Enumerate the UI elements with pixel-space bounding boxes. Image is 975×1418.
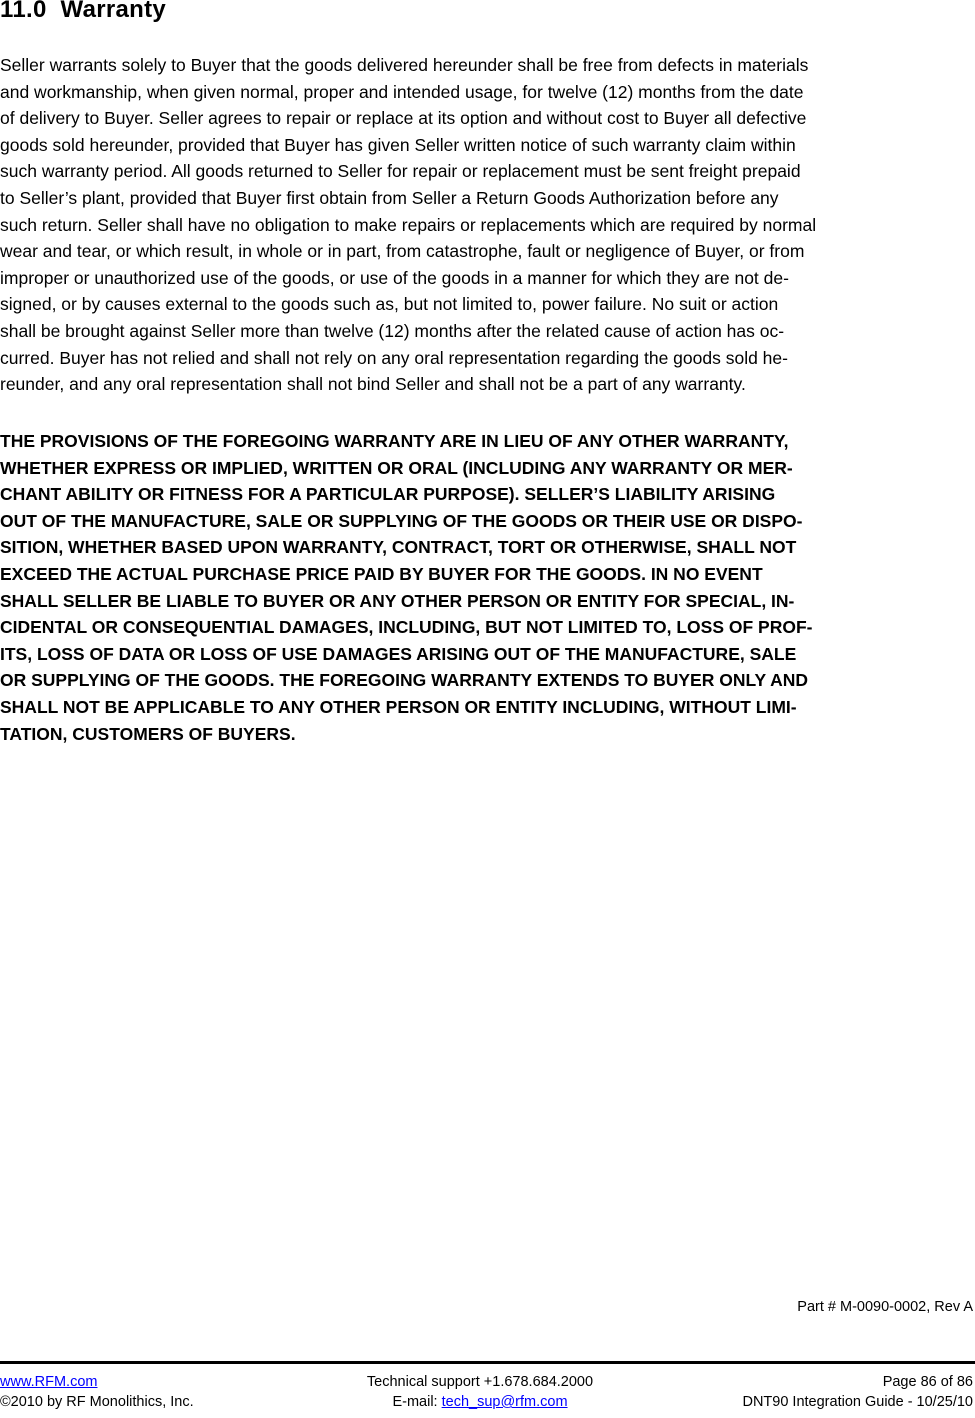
website-link[interactable]: www.RFM.com [0,1374,98,1390]
warranty-paragraph [0,52,975,398]
footer-divider [0,1361,975,1364]
email-line [330,1392,630,1412]
section-title: 11.0 Warranty [0,0,167,23]
disclaimer-line: WHETHER EXPRESS OR IMPLIED, WRITTEN OR ORAL (INCLUDING ANY WARRANTY OR MER- [0,457,793,478]
footer-right [742,1372,973,1412]
paragraph-line: wear and tear, or which result, in whole or in part, from catastrophe, fault or negligence of Buyer, or from [0,241,805,262]
paragraph-line: to Seller’s plant, provided that Buyer first obtain from Seller a Return Goods Authorization before any [0,187,779,208]
email-link[interactable]: tech_sup@rfm.com [441,1394,568,1410]
paragraph-line: Seller warrants solely to Buyer that the goods delivered hereunder shall be free from defects in materials [0,55,809,75]
disclaimer-paragraph [0,428,975,747]
paragraph-line: such return. Seller shall have no obligation to make repairs or replacements which are required by normal [0,214,817,235]
disclaimer-line: SITION, WHETHER BASED UPON WARRANTY, CONTRACT, TORT OR OTHERWISE, SHALL NOT [0,537,797,558]
page-number: Page 86 of 86 [882,1374,973,1390]
disclaimer-line: OR SUPPLYING OF THE GOODS. THE FOREGOING WARRANTY EXTENDS TO BUYER ONLY AND [0,670,809,691]
disclaimer-line: THE PROVISIONS OF THE FOREGOING WARRANTY ARE IN LIEU OF ANY OTHER WARRANTY, [0,431,789,451]
paragraph-line: reunder, and any oral representation shall not bind Seller and shall not be a part of any warranty. [0,374,746,395]
copyright-text: ©2010 by RF Monolithics, Inc. [0,1394,194,1410]
disclaimer-line: TATION, CUSTOMERS OF BUYERS. [0,723,296,744]
footer-center [330,1372,630,1412]
disclaimer-line: EXCEED THE ACTUAL PURCHASE PRICE PAID BY BUYER FOR THE GOODS. IN NO EVENT [0,563,763,584]
footer-left [0,1372,194,1412]
disclaimer-line: SHALL NOT BE APPLICABLE TO ANY OTHER PERSON OR ENTITY INCLUDING, WITHOUT LIMI- [0,696,797,717]
paragraph-line: such warranty period. All goods returned to Seller for repair or replacement must be sent freight prepaid [0,161,801,182]
paragraph-line: signed, or by causes external to the goods such as, but not limited to, power failure. No suit or action [0,294,779,315]
paragraph-line: improper or unauthorized use of the goods, or use of the goods in a manner for which they are not de- [0,267,789,288]
paragraph-line: curred. Buyer has not relied and shall not rely on any oral representation regarding the goods sold he- [0,347,788,368]
paragraph-line: goods sold hereunder, provided that Buyer has given Seller written notice of such warranty claim within [0,134,796,155]
paragraph-line: shall be brought against Seller more than twelve (12) months after the related cause of action has oc- [0,320,785,341]
part-number: Part # M-0090-0002, Rev A [797,1299,973,1315]
disclaimer-line: CIDENTAL OR CONSEQUENTIAL DAMAGES, INCLUDING, BUT NOT LIMITED TO, LOSS OF PROF- [0,617,813,638]
disclaimer-line: OUT OF THE MANUFACTURE, SALE OR SUPPLYING OF THE GOODS OR THEIR USE OR DISPO- [0,510,803,531]
doc-title-date: DNT90 Integration Guide - 10/25/10 [742,1394,973,1410]
support-phone: Technical support +1.678.684.2000 [366,1374,594,1390]
disclaimer-line: CHANT ABILITY OR FITNESS FOR A PARTICULAR PURPOSE). SELLER’S LIABILITY ARISING [0,484,776,505]
disclaimer-line: SHALL SELLER BE LIABLE TO BUYER OR ANY OTHER PERSON OR ENTITY FOR SPECIAL, IN- [0,590,795,611]
paragraph-line: of delivery to Buyer. Seller agrees to repair or replace at its option and without cost to Buyer all defective [0,108,807,129]
paragraph-line: and workmanship, when given normal, proper and intended usage, for twelve (12) months from the date [0,81,804,102]
disclaimer-line: ITS, LOSS OF DATA OR LOSS OF USE DAMAGES ARISING OUT OF THE MANUFACTURE, SALE [0,643,797,664]
email-label: E-mail: [392,1394,442,1410]
